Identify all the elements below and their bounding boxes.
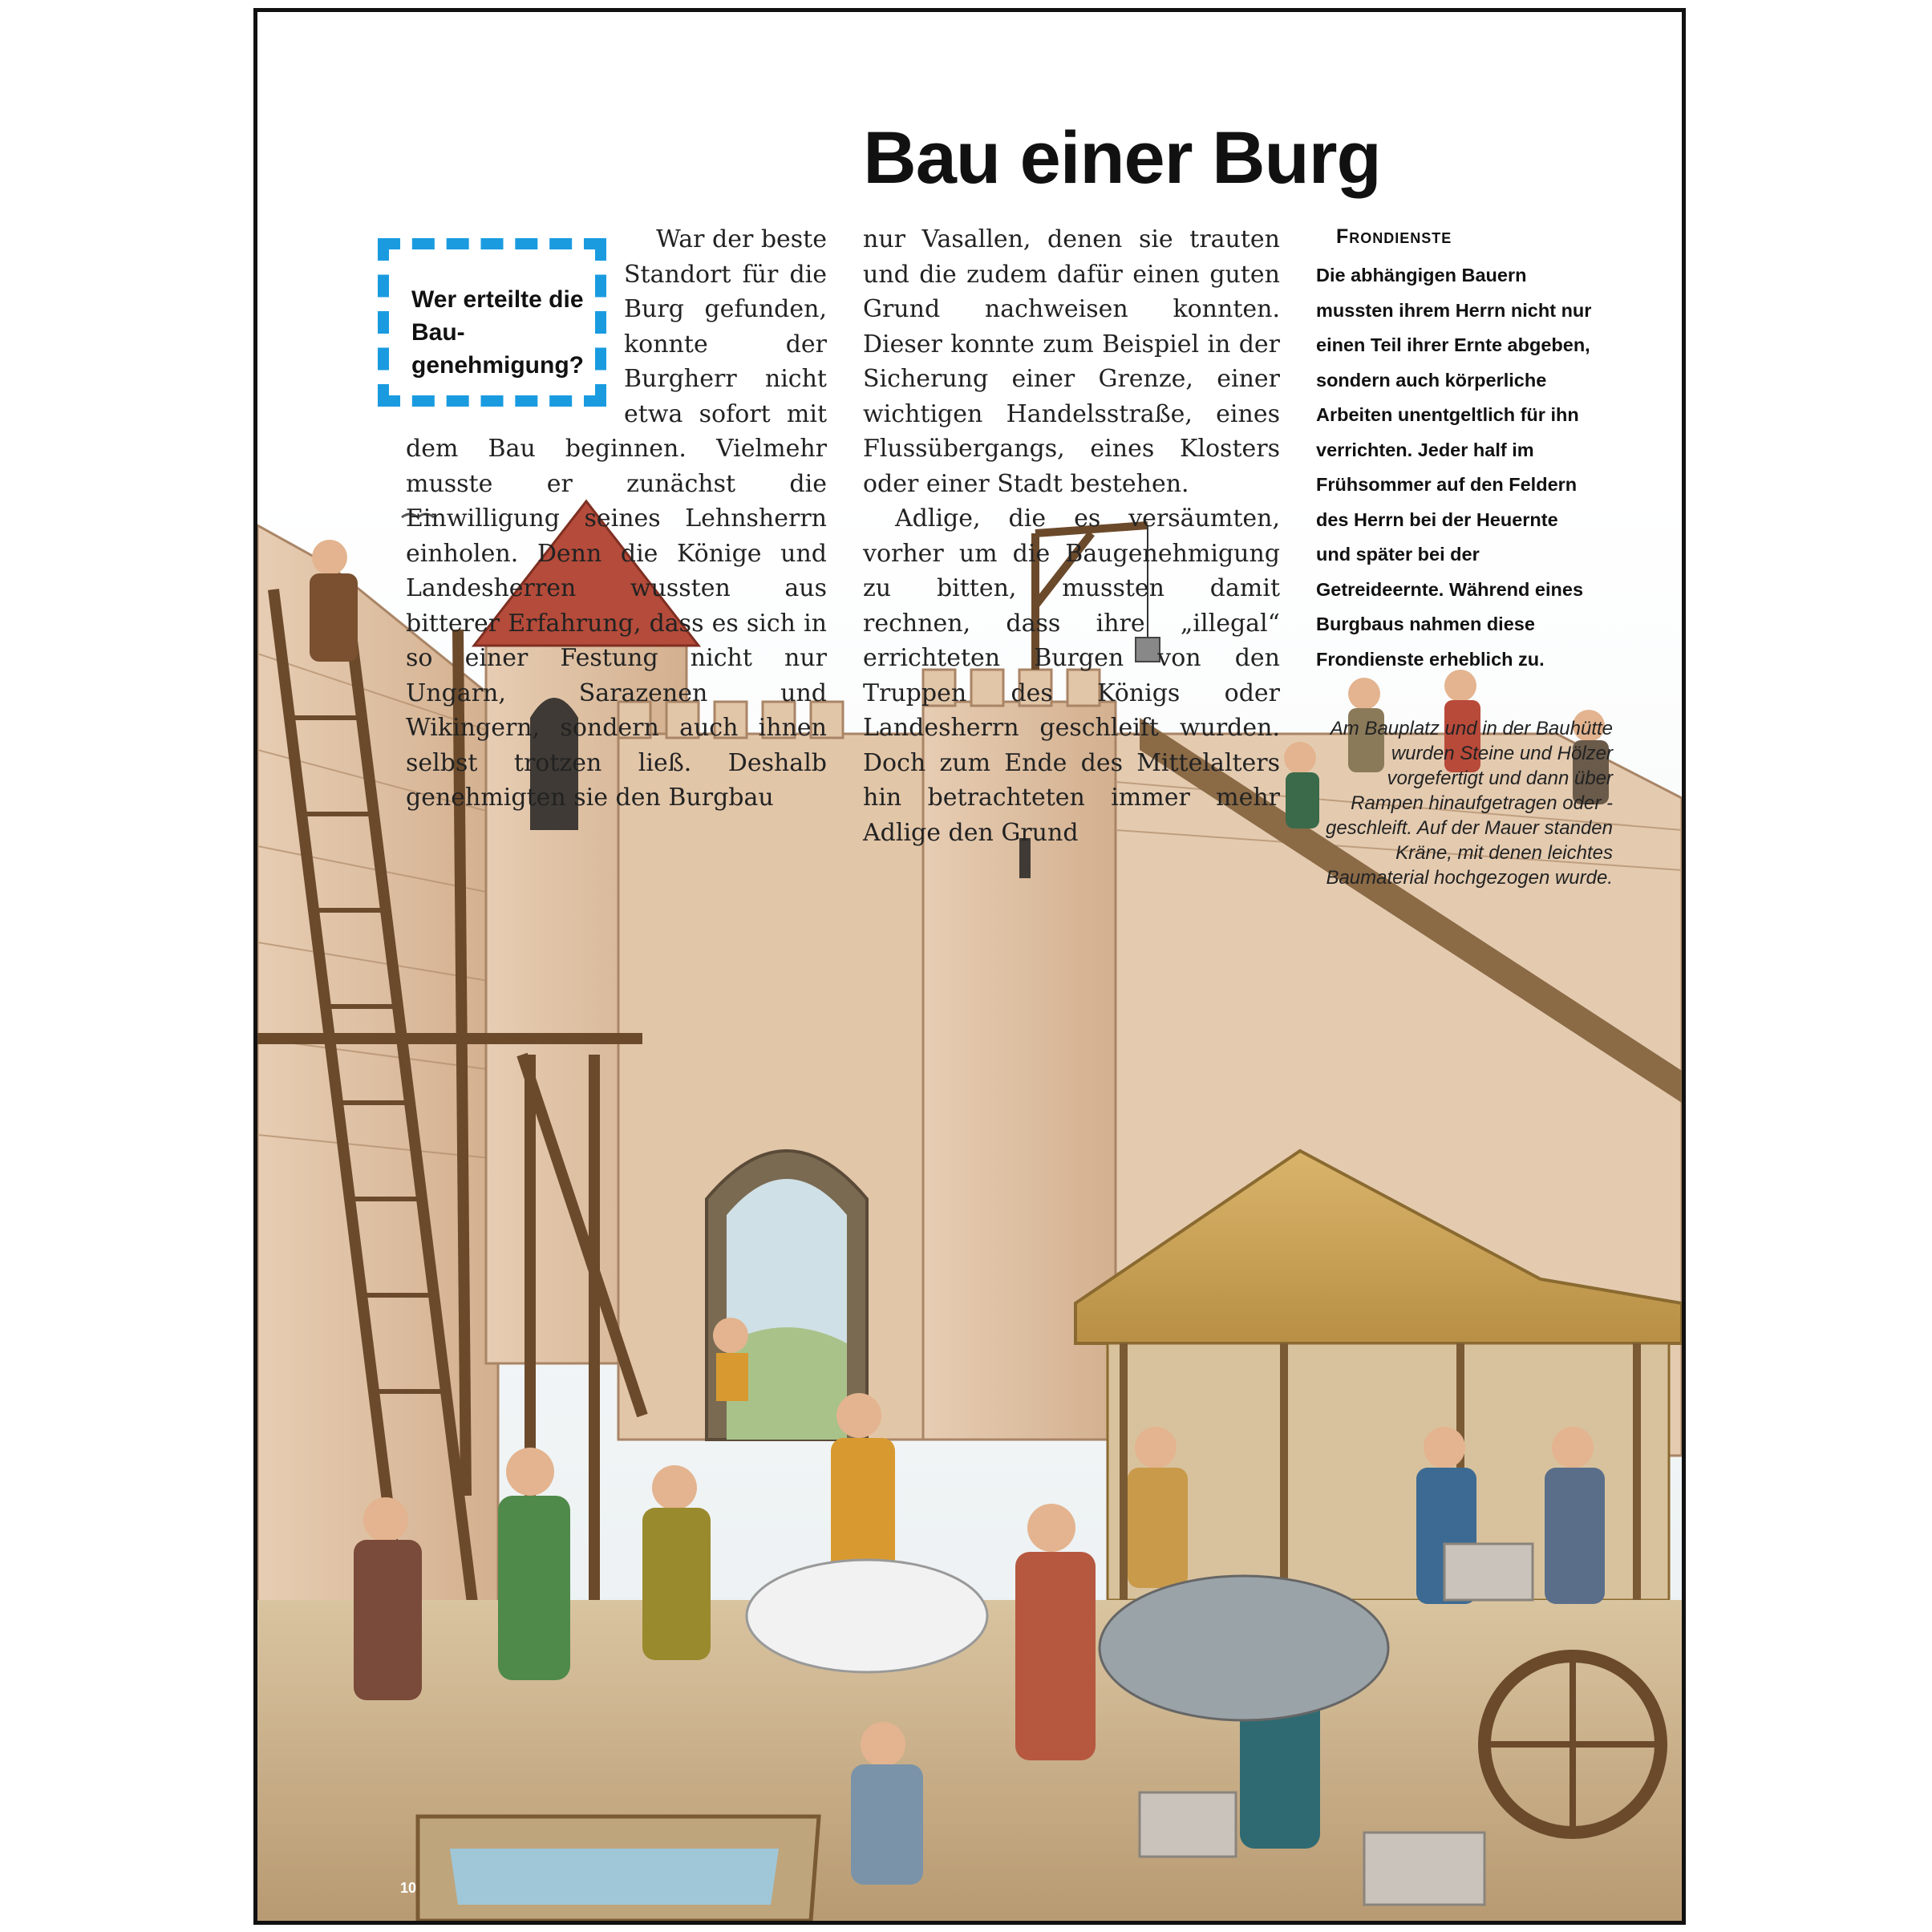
body-paragraph: Adlige, die es versäumten, vorher um die Baugenehmigung zu bitten, mussten damit rechnen, dass ihre „illegal“ errichteten Burgen von den Truppen des Königs oder Landesherrn geschleift wurden. Doch zum Ende des Mittelalters hin betrachteten immer mehr Adlige den Grund <box>863 504 1280 847</box>
sidebar-title: Frondienste <box>1336 225 1452 248</box>
body-paragraph: nur Vasallen, denen sie trauten und die zudem dafür einen guten Grund nachweisen konnten. Dieser konnte zum Beispiel in der Sicherung einer Grenze, einer wichtigen Handelsstraße, eines Flussübergangs, eines Klosters oder einer Stadt bestehen. <box>863 225 1280 498</box>
sidebar-body: Die abhängigen Bauern mussten ihrem Herrn nicht nur einen Teil ihrer Ernte abgeben, sondern auch körperliche Arbeiten unentgeltlich für ihn verrichten. Jeder half im Frühsommer auf den Feldern des Herrn bei der Heuernte und später bei der Getreideernte. Während eines Burgbaus nahmen diese Frondienste erheblich zu. <box>1316 265 1592 670</box>
illustration-caption: Am Bauplatz und in der Bauhütte wurden Steine und Hölzer vorgefertigt und dann über Rampen hinaufgetragen oder -geschleift. Auf der Mauer standen Kräne, mit denen leichtes Baumaterial hochgezogen wurde. <box>1326 718 1613 889</box>
question-box <box>378 238 606 407</box>
text-column-2 <box>863 222 1280 850</box>
text-column-1 <box>406 222 827 816</box>
book-page <box>253 8 1686 1925</box>
page-title: Bau einer Burg <box>863 117 1381 199</box>
sidebar-frondienste <box>1316 222 1597 677</box>
body-paragraph: War der beste Standort für die Burg gefunden, konnte der Burgherr nicht etwa sofort mit dem Bau beginnen. Vielmehr musste er zunächst die Einwilligung seines Lehnsherrn einholen. Denn die Könige und Landesherren wussten aus bitterer Erfahrung, dass es sich in so einer Festung nicht nur Ungarn, Sarazenen und Wikingern, sondern auch ihnen selbst trotzen ließ. Deshalb genehmigten sie den Burgbau <box>406 225 827 812</box>
page-number: 10 <box>400 1880 417 1896</box>
question-text: Wer erteilte die Bau-genehmigung? <box>411 286 584 379</box>
